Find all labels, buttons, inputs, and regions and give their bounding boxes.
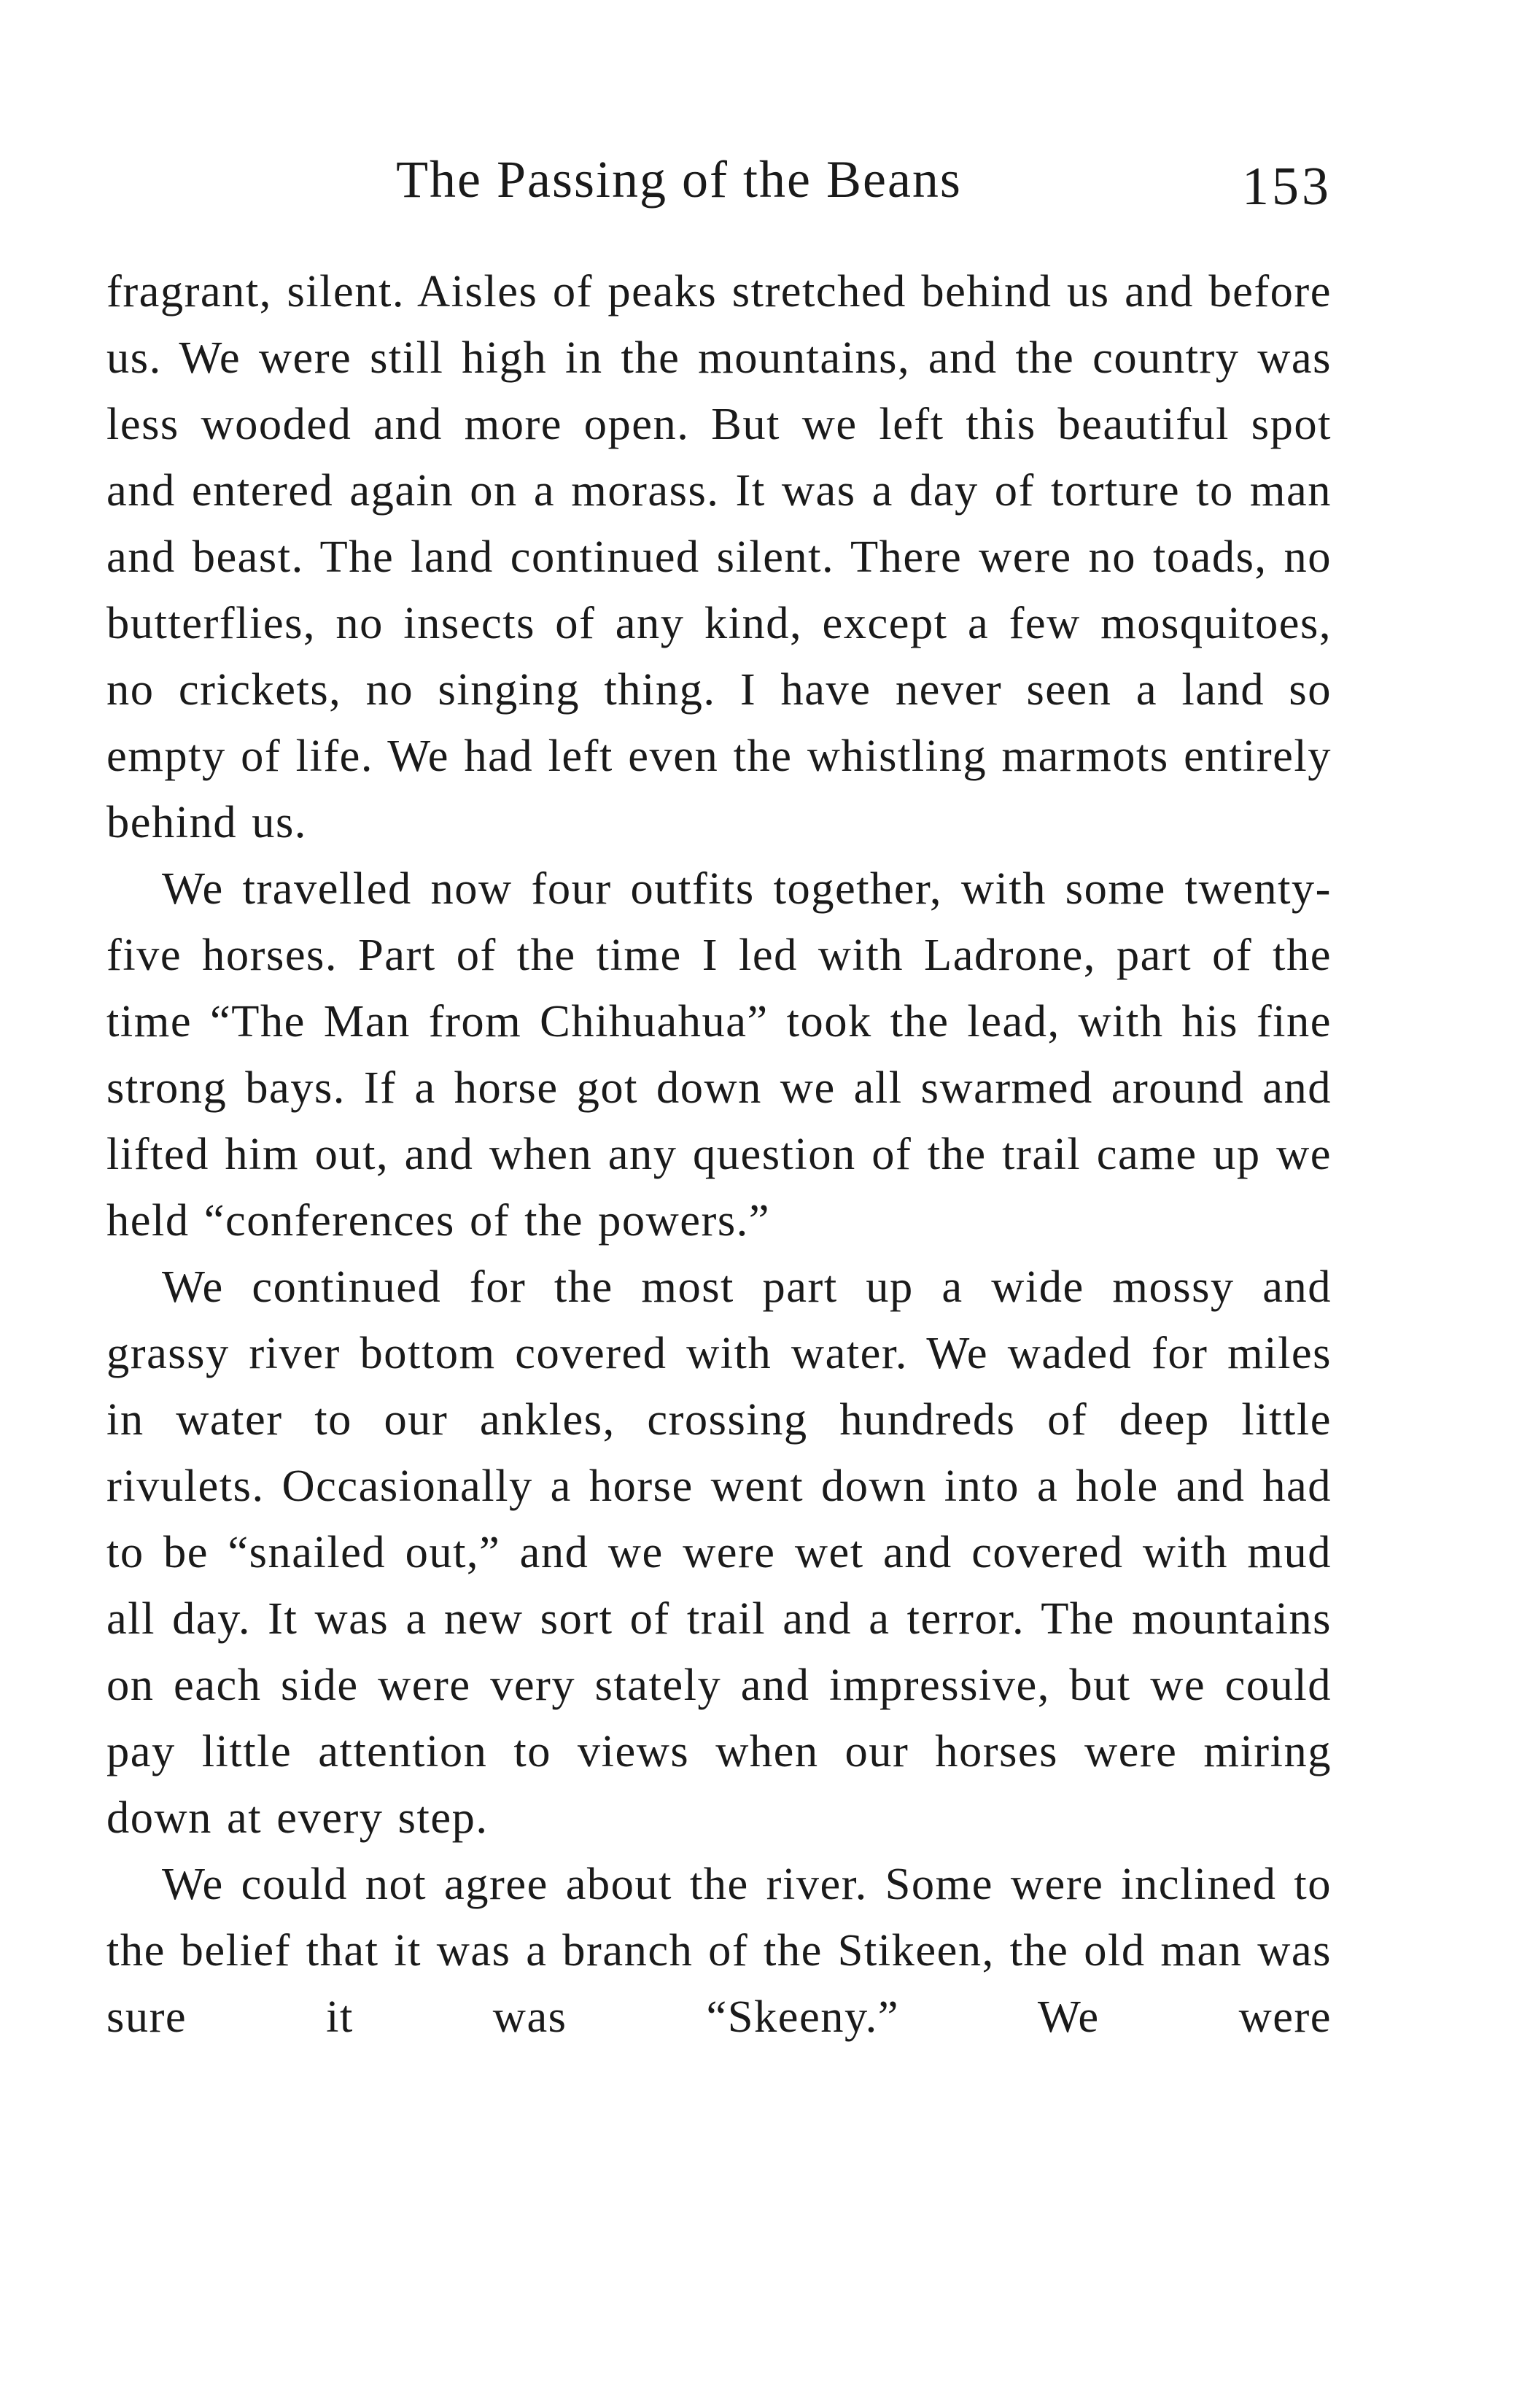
page-number: 153 [1242,157,1332,217]
paragraph-3: We continued for the most part up a wide mossy and grassy river bottom covered with water. We waded for miles in water to our ankles, crossing hundreds of deep little rivulets. Occasionally a horse went down into a hole and had to be “snailed out,” and we were wet and covered with mud all day. It was a new sort of trail and a terror. The mountains on each side were very stately and impressive, but we could pay little attention to views when our horses were miring down at every step. [106,1261,1332,1843]
body-text [106,258,1332,2050]
paragraph-4: We could not agree about the river. Some were inclined to the belief that it was a branch of the Stikeen, the old man was sure it was “Skeeny.” We were [106,1858,1332,2042]
paragraph-1: fragrant, silent. Aisles of peaks stretched behind us and before us. We were still high in the mountains, and the country was less wooded and more open. But we left this beautiful spot and entered again on a morass. It was a day of torture to man and beast. The land continued silent. There were no toads, no butterflies, no insects of any kind, except a few mosquitoes, no crickets, no singing thing. I have never seen a land so empty of life. We had left even the whistling marmots entirely behind us. [106,265,1332,847]
running-title: The Passing of the Beans [396,150,962,209]
paragraph-2: We travelled now four outfits together, with some twenty-five horses. Part of the time I led with Ladrone, part of the time “The Man from Chihuahua” took the lead, with his fine strong bays. If a horse got down we all swarmed around and lifted him out, and when any question of the trail came up we held “conferences of the powers.” [106,863,1332,1246]
running-head [106,143,1332,223]
